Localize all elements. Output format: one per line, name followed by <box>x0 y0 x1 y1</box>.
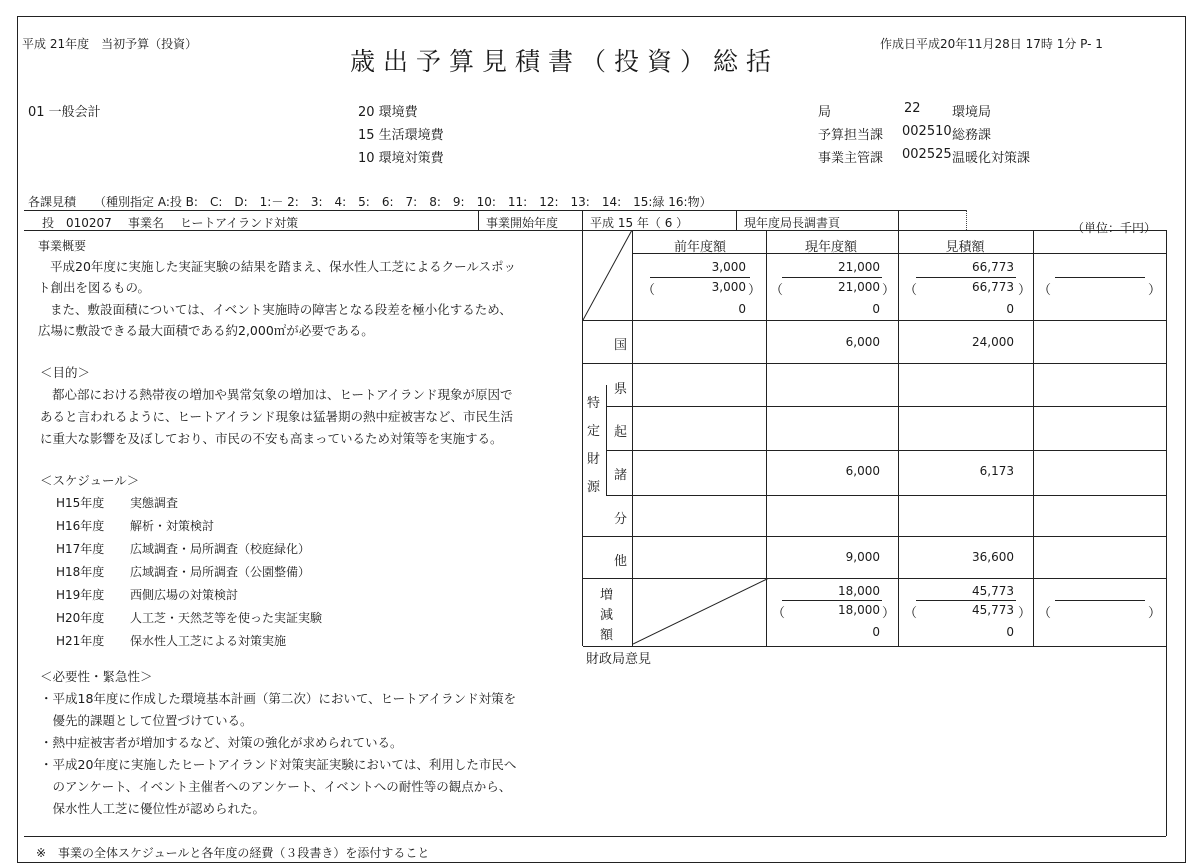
schedule-text: 西側広場の対策検討 <box>130 588 239 602</box>
necessity-line: 優先的課題として位置づけている。 <box>40 713 253 728</box>
schedule-text: 実態調査 <box>130 496 179 510</box>
schedule-year: H15年度 <box>56 496 105 510</box>
row-label-ken: 県 <box>614 382 628 397</box>
paren-close: ） <box>748 283 762 298</box>
row-line <box>606 450 1166 451</box>
row-line <box>606 495 1166 496</box>
zougen-zero-curr: 0 <box>872 625 880 639</box>
tokutei-label-char: 源 <box>587 480 601 495</box>
schedule-text: 広域調査・局所調査（校庭緑化） <box>130 542 311 556</box>
paren-close: ） <box>1018 283 1032 298</box>
underline <box>782 277 882 278</box>
total-curr: 21,000 <box>838 260 880 274</box>
zougen-paren-curr: 18,000 <box>838 603 880 617</box>
project-name: ヒートアイランド対策 <box>180 216 299 230</box>
summary-line: 平成20年度に実施した実証実験の結果を踏まえ、保水性人工芝によるクールスポッ <box>50 259 517 274</box>
paren-open: （ <box>904 606 918 621</box>
kuni-curr: 6,000 <box>845 335 880 349</box>
bureau-code: 22 <box>904 101 921 116</box>
rule-footer <box>24 836 1166 837</box>
unit-label: （単位：千円） <box>1072 221 1157 235</box>
zougen-paren-est: 45,773 <box>972 603 1014 617</box>
business-section-name: 温暖化対策課 <box>952 151 1031 166</box>
row-line <box>606 406 1166 407</box>
zougen-label-char: 増 <box>600 588 614 603</box>
paren-open: （ <box>642 283 656 298</box>
category-line: 各課見積 （種別指定 A:投 B: C: D: 1:－ 2: 3: 4: 5: 6: 7: 8: 9: 10: 11: 12: 13: 14: 15:緑 16:物） <box>28 195 712 209</box>
summary-line: ト創出を図るもの。 <box>38 280 151 295</box>
schedule-year: H19年度 <box>56 588 105 602</box>
row-label-ta: 他 <box>614 554 628 569</box>
divider <box>966 210 967 230</box>
rule-top <box>24 210 966 211</box>
zougen-curr: 18,000 <box>838 584 880 598</box>
paren-open: （ <box>1038 283 1052 298</box>
schedule-text: 広域調査・局所調査（公園整備） <box>130 565 311 579</box>
total-est: 66,773 <box>972 260 1014 274</box>
schedule-heading: ＜スケジュール＞ <box>40 473 140 488</box>
necessity-heading: ＜必要性・緊急性＞ <box>40 669 153 684</box>
tokutei-label-char: 特 <box>587 396 601 411</box>
paren-close: ） <box>1018 606 1032 621</box>
row-label-sho: 諸 <box>614 468 628 483</box>
purpose-line: に重大な影響を及ぼしており、市民の不安も高まっているため対策等を実施する。 <box>40 431 503 446</box>
schedule-text: 保水性人工芝による対策実施 <box>130 634 287 648</box>
col-header-curr: 現年度額 <box>804 240 857 255</box>
total-zero-curr: 0 <box>872 302 880 316</box>
underline <box>1055 277 1145 278</box>
paren-close: ） <box>1148 283 1162 298</box>
necessity-line: ・平成18年度に作成した環境基本計画（第二次）において、ヒートアイランド対策を <box>40 691 517 706</box>
zougen-label-char: 減 <box>600 608 614 623</box>
summary-heading: 事業概要 <box>38 239 87 253</box>
divider <box>582 210 583 230</box>
col-header-prev: 前年度額 <box>673 240 726 255</box>
bureau-name: 環境局 <box>952 105 992 120</box>
tokutei-label-char: 定 <box>587 424 601 439</box>
total-paren-prev: 3,000 <box>711 280 746 294</box>
tokutei-label-char: 財 <box>587 452 601 467</box>
underline <box>650 277 750 278</box>
start-year-value: 平成 15 年（ 6 ） <box>590 216 689 230</box>
summary-line: 広場に敷設できる最大面積である約2,000㎡が必要である。 <box>38 323 374 338</box>
budget-section-label: 予算担当課 <box>818 128 884 143</box>
zougen-est: 45,773 <box>972 584 1014 598</box>
account-label: 01 一般会計 <box>28 105 101 120</box>
business-section-label: 事業主管課 <box>818 151 884 166</box>
start-year-label: 事業開始年度 <box>486 216 559 230</box>
underline <box>916 600 1016 601</box>
paren-close: ） <box>882 606 896 621</box>
necessity-line: 保水性人工芝に優位性が認められた。 <box>40 801 266 816</box>
zougen-label-char: 額 <box>600 628 614 643</box>
divider <box>736 210 737 230</box>
project-name-label: 事業名 <box>128 216 165 230</box>
paren-close: ） <box>882 283 896 298</box>
total-zero-prev: 0 <box>738 302 746 316</box>
zougen-zero-est: 0 <box>1006 625 1014 639</box>
table-right-border <box>1166 230 1167 836</box>
divider <box>898 210 899 230</box>
purpose-heading: ＜目的＞ <box>40 365 91 380</box>
kuni-est: 24,000 <box>972 335 1014 349</box>
kou-label: 15 生活環境費 <box>358 128 444 143</box>
purpose-line: 都心部における熱帯夜の増加や異常気象の増加は、ヒートアイランド現象が原因で <box>52 387 513 402</box>
underline <box>1055 600 1145 601</box>
budget-section-code: 002510 <box>902 124 952 139</box>
paren-open: （ <box>904 283 918 298</box>
bureau-label: 局 <box>818 105 832 120</box>
footer-note: ※ 事業の全体スケジュールと各年度の経費（３段書き）を添付すること <box>36 846 430 860</box>
total-paren-est: 66,773 <box>972 280 1014 294</box>
paren-open: （ <box>772 606 786 621</box>
paren-open: （ <box>1038 606 1052 621</box>
kan-label: 20 環境費 <box>358 105 418 120</box>
ta-curr: 9,000 <box>845 550 880 564</box>
schedule-text: 人工芝・天然芝等を使った実証実験 <box>130 611 323 625</box>
row-label-ki: 起 <box>614 425 628 440</box>
ta-est: 36,600 <box>972 550 1014 564</box>
sho-curr: 6,000 <box>845 464 880 478</box>
created-date: 作成日平成20年11月28日 17時 1分 P- 1 <box>880 37 1103 51</box>
col-divider <box>898 230 899 646</box>
purpose-line: あると言われるように、ヒートアイランド現象は猛暑期の熱中症被害など、市民生活 <box>40 409 514 424</box>
necessity-line: ・熱中症被害者が増加するなど、対策の強化が求められている。 <box>40 735 403 750</box>
schedule-year: H20年度 <box>56 611 105 625</box>
paren-close: ） <box>1148 606 1162 621</box>
total-zero-est: 0 <box>1006 302 1014 316</box>
bureau-head-page: 現年度局長調書頁 <box>744 216 841 230</box>
schedule-year: H21年度 <box>56 634 105 648</box>
necessity-line: のアンケート、イベント主催者へのアンケート、イベントへの耐性等の観点から、 <box>40 779 512 794</box>
sho-est: 6,173 <box>979 464 1014 478</box>
total-paren-curr: 21,000 <box>838 280 880 294</box>
finance-bureau-opinion-label: 財政局意見 <box>586 652 652 667</box>
col-divider <box>1033 230 1034 646</box>
col-header-est: 見積額 <box>945 240 985 255</box>
row-line <box>583 363 1166 364</box>
row-line <box>583 536 1166 537</box>
moku-label: 10 環境対策費 <box>358 151 444 166</box>
underline <box>782 600 882 601</box>
schedule-year: H18年度 <box>56 565 105 579</box>
zougen-diagonal <box>633 578 773 648</box>
total-prev: 3,000 <box>711 260 746 274</box>
business-section-code: 002525 <box>902 147 952 162</box>
schedule-year: H17年度 <box>56 542 105 556</box>
row-label-kuni: 国 <box>614 338 628 353</box>
schedule-year: H16年度 <box>56 519 105 533</box>
paren-open: （ <box>770 283 784 298</box>
summary-line: また、敷設面積については、イベント実施時の障害となる段差を極小化するため、 <box>50 302 512 317</box>
budget-section-name: 総務課 <box>952 128 992 143</box>
project-code: 投 010207 <box>42 216 112 230</box>
col-divider <box>606 385 607 495</box>
schedule-text: 解析・対策検討 <box>130 519 215 533</box>
page-title: 歳出予算見積書（投資）総括 <box>350 47 780 76</box>
divider <box>478 210 479 230</box>
budget-year-label: 平成 21年度 当初予算（投資） <box>22 37 198 51</box>
necessity-line: ・平成20年度に実施したヒートアイランド対策実証実験においては、利用した市民へ <box>40 757 517 772</box>
underline <box>916 277 1016 278</box>
row-label-bun: 分 <box>614 512 628 527</box>
